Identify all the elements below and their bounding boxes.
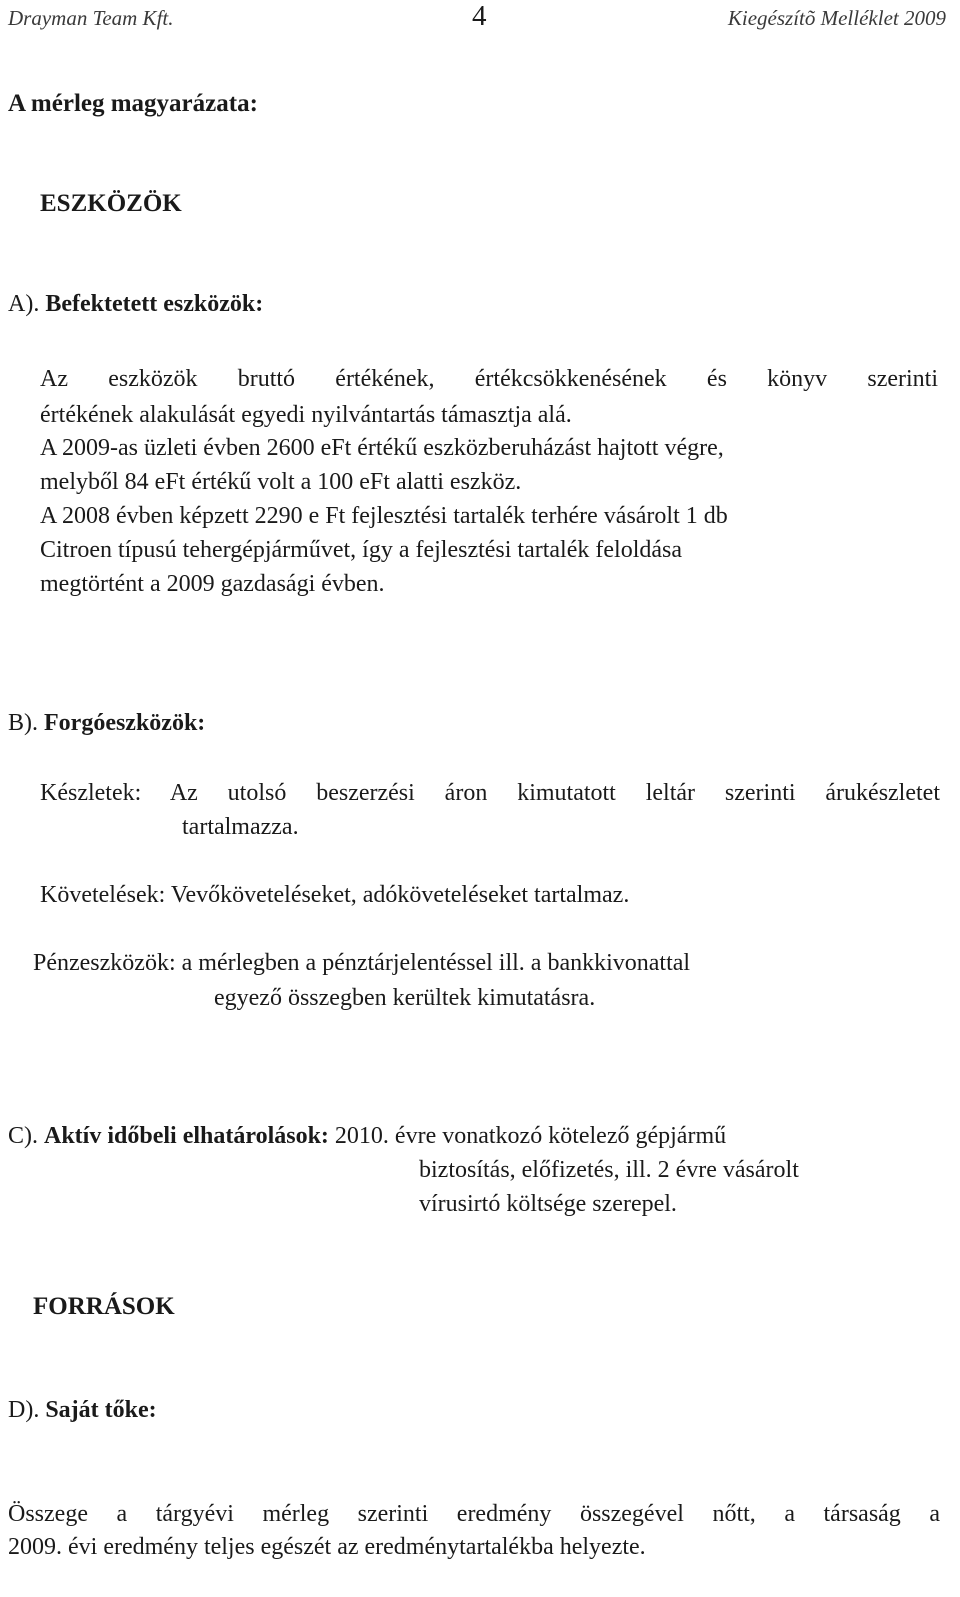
section-c-heading (8, 1119, 726, 1153)
section-a-line-6: Citroen típusú tehergépjárművet, így a fejlesztési tartalék feloldása (40, 537, 682, 563)
section-a-line-3: A 2009-as üzleti évben 2600 eFt értékű eszközberuházást hajtott végre, (40, 435, 724, 461)
section-a-title: Befektetett eszközök: (45, 291, 264, 317)
section-d-prefix: D). (8, 1397, 46, 1423)
cash-line-2: egyező összegben kerültek kimutatásra. (214, 985, 596, 1011)
section-c-line-3: vírusirtó költsége szerepel. (419, 1191, 677, 1217)
section-b-title: Forgóeszközök: (44, 710, 206, 736)
section-a-line-4: melyből 84 eFt értékű volt a 100 eFt alatti eszköz. (40, 469, 522, 495)
section-a-heading (8, 287, 263, 321)
page-number: 4 (472, 0, 487, 32)
header-company: Drayman Team Kft. (8, 6, 174, 30)
section-d-title: Saját tőke: (45, 1397, 157, 1423)
cash-line-1: Pénzeszközök: a mérlegben a pénztárjelentéssel ill. a bankkivonattal (33, 950, 691, 976)
section-d-heading (8, 1393, 157, 1427)
section-c-line-1: 2010. évre vonatkozó kötelező gépjármű (328, 1123, 727, 1149)
section-a-line-1: Az eszközök bruttó értékének, értékcsökkenésének és könyv szerinti (40, 366, 938, 392)
section-c-title: Aktív időbeli elhatárolások: (44, 1123, 329, 1149)
header-document-title: Kiegészítõ Melléklet 2009 (727, 6, 946, 30)
sources-heading: FORRÁSOK (33, 1293, 175, 1320)
section-a-line-7: megtörtént a 2009 gazdasági évben. (40, 571, 385, 597)
section-c-line-2: biztosítás, előfizetés, ill. 2 évre vásárolt (419, 1157, 799, 1183)
page-title: A mérleg magyarázata: (8, 90, 258, 117)
section-b-heading (8, 706, 205, 740)
section-d-line-2: 2009. évi eredmény teljes egészét az eredménytartalékba helyezte. (8, 1534, 646, 1560)
section-d-line-1: Összege a tárgyévi mérleg szerinti eredmény összegével nőtt, a társaság a (8, 1501, 940, 1527)
assets-heading: ESZKÖZÖK (40, 190, 182, 217)
inventory-line-1: Készletek: Az utolsó beszerzési áron kimutatott leltár szerinti árukészletet (40, 780, 940, 806)
receivables-line: Követelések: Vevőköveteléseket, adóköveteléseket tartalmaz. (40, 882, 630, 908)
section-c-prefix: C). (8, 1123, 44, 1149)
section-a-line-5: A 2008 évben képzett 2290 e Ft fejlesztési tartalék terhére vásárolt 1 db (40, 503, 728, 529)
section-a-prefix: A). (8, 291, 46, 317)
inventory-line-2: tartalmazza. (182, 814, 299, 840)
section-a-line-2: értékének alakulását egyedi nyilvántartás támasztja alá. (40, 402, 572, 428)
section-b-prefix: B). (8, 710, 44, 736)
